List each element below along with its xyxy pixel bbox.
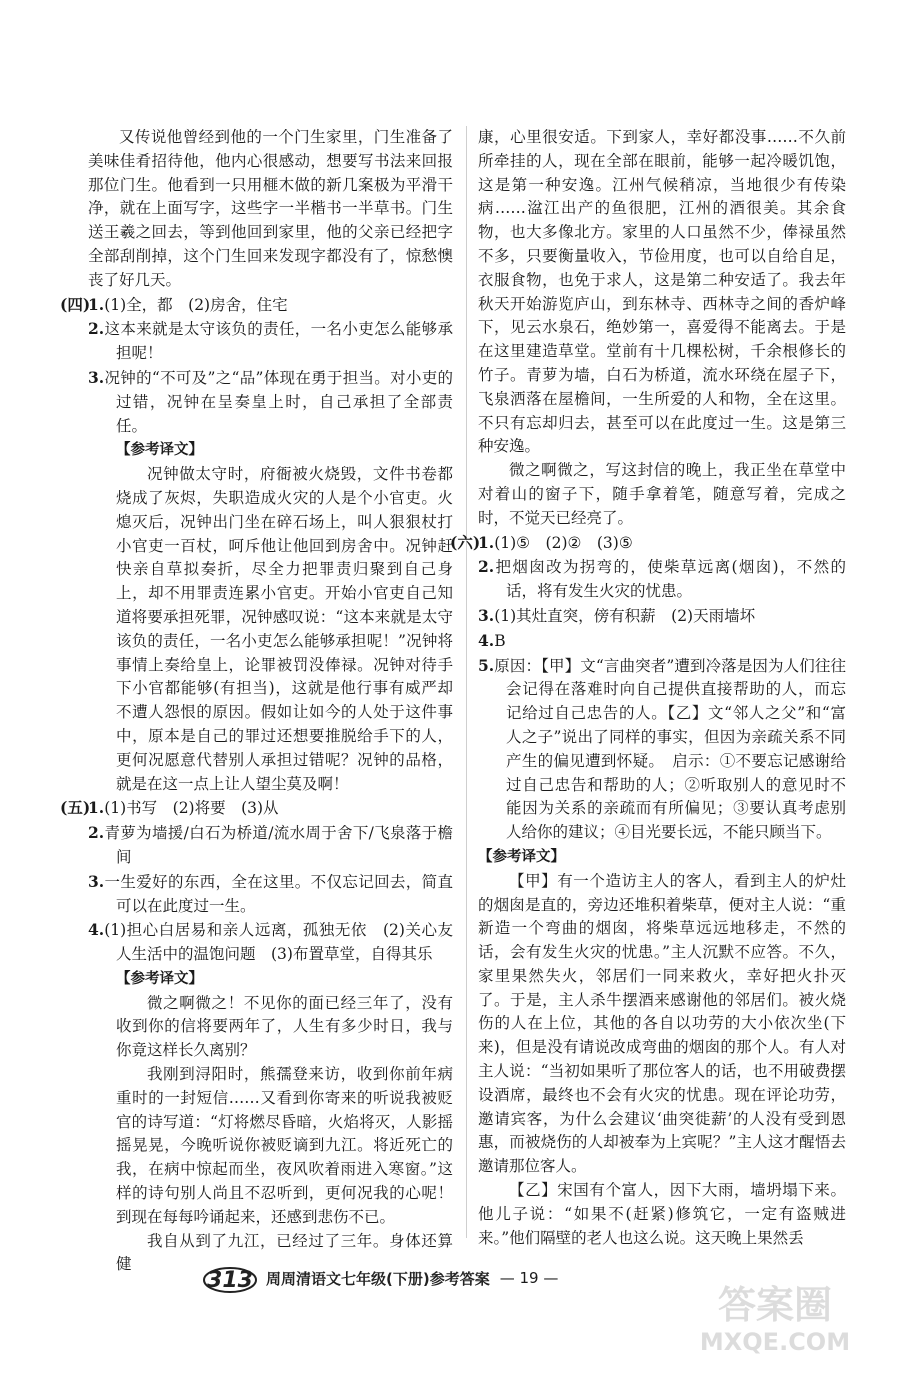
q-number: 1. xyxy=(88,294,105,314)
s5-ref-p2: 我刚到浔阳时，熊孺登来访，收到你前年病重时的一封短信……又看到你寄来的听说我被贬官的诗写道：“灯将燃尽昏暗，火焰将灭，人影摇摇晃晃，今晚听说你被贬谪到九江。将近死亡的我，在病中惊起而坐，夜风吹着雨进入寒窗。”这样的诗句别人尚且不忍听到，更何况我的心呢！到现在每每吟诵起来，还感到悲伤不已。 xyxy=(116,1065,453,1226)
section-label-4: (四) xyxy=(60,294,91,314)
s6-q4 xyxy=(478,629,846,654)
brand-logo xyxy=(200,1260,260,1296)
watermark-cn: 答案圈 xyxy=(717,1283,833,1327)
logo-text: 313 xyxy=(207,1268,253,1293)
answer-text: 青萝为墙援/白石为桥道/流水周于舍下/飞泉落于檐间 xyxy=(104,824,453,866)
s6-q5 xyxy=(478,654,846,845)
s6-q2 xyxy=(478,555,846,604)
continued-paragraph-2: 微之啊微之，写这封信的晚上，我正坐在草堂中对着山的窗子下，随手拿着笔，随意写着，完成之时，不觉天已经亮了。 xyxy=(478,461,846,527)
answer-text: B xyxy=(494,631,506,650)
answer-text: (1)其灶直突，傍有积薪 (2)天雨墙坏 xyxy=(494,606,756,625)
page-number: — 19 — xyxy=(499,1269,559,1287)
answer-text: (1)书写 (2)将要 (3)从 xyxy=(104,799,279,818)
q-number: 1. xyxy=(478,532,495,552)
q-number: 3. xyxy=(88,367,105,387)
answer-text: 原因：【甲】文“言曲突者”遭到冷落是因为人们往往会记得在落难时向自己提供直接帮助的人，而忘记给过自己忠告的人。【乙】文“邻人之父”和“富人之子”说出了同样的事实，但因为亲疏关系不同产生的偏见遭到怀疑。 启示：①不要忘记感谢给过自己忠告和帮助的人；②听取别人的意见时不能因为关系的亲疏而有所偏见；③要认真考虑别人给你的建议；④目光要长远，不能只顾当下。 xyxy=(494,656,846,842)
answer-text: 这本来就是太守该负的责任，一名小吏怎么能够承担呢！ xyxy=(104,320,453,363)
s4-ref-label xyxy=(88,438,453,463)
s4-q1 xyxy=(60,293,453,318)
q-number: 1. xyxy=(88,798,105,818)
answer-text: 把烟囱改为拐弯的，使柴草远离(烟囱)，不然的话，将有发生火灾的忧患。 xyxy=(494,558,846,601)
q-number: 2. xyxy=(478,557,495,577)
answer-text: 况钟的“不可及”之“品”体现在勇于担当。对小吏的过错，况钟在呈奏皇上时，自己承担了全部责任。 xyxy=(104,368,453,435)
ref-label: 【参考译文】 xyxy=(478,848,565,865)
section-label-6: (六) xyxy=(450,532,481,552)
s6-ref-p2: 【乙】宋国有个富人，因下大雨，墙坍塌下来。他儿子说：“如果不(赶紧)修筑它，一定有盗贼进来。”他们隔壁的老人也这么说。这天晚上果然丢 xyxy=(478,1181,846,1247)
footer-title: 周周清语文七年级(下册)参考答案 xyxy=(266,1269,490,1288)
column-divider xyxy=(466,126,467,1238)
q-number: 5. xyxy=(478,655,495,675)
s6-q1 xyxy=(450,531,846,556)
answer-text: 一生爱好的东西，全在这里。不仅忘记回去，简直可以在此度过一生。 xyxy=(104,872,453,915)
right-column xyxy=(450,126,846,1250)
s5-ref-label xyxy=(88,967,453,992)
s5-q4 xyxy=(88,918,453,967)
q-number: 3. xyxy=(88,871,105,891)
q-number: 4. xyxy=(88,920,105,940)
q-number: 2. xyxy=(88,319,105,339)
s4-q3 xyxy=(88,366,453,438)
s5-q3 xyxy=(88,870,453,919)
s5-ref-p1: 微之啊微之！不见你的面已经三年了，没有收到你的信将要两年了，人生有多少时日，我与你竟这样长久离别？ xyxy=(116,993,453,1060)
s5-q2 xyxy=(88,821,453,870)
s6-ref-label xyxy=(478,845,846,870)
ref-label: 【参考译文】 xyxy=(116,970,203,987)
q-number: 2. xyxy=(88,823,105,843)
s6-ref-p1: 【甲】有一个造访主人的客人，看到主人的炉灶的烟囱是直的，旁边还堆积着柴草，便对主人说：“重新造一个弯曲的烟囱，将柴草远远地移走，不然的话，会有发生火灾的忧患。”主人沉默不应答。不久，家里果然失火，邻居们一同来救火，幸好把火扑灭了。于是，主人杀牛摆酒来感谢他的邻居们。被火烧伤的人在上位，其他的各自以功劳的大小依次坐(下来)，但是没有请说改成弯曲的烟囱的那个人。有人对主人说：“当初如果听了那位客人的话，也不用破费摆设酒席，最终也不会有火灾的忧患。现在评论功劳，邀请宾客，为什么会建议‘曲突徙薪’的人没有受到恩惠，而被烧伤的人却被奉为上宾呢？”主人这才醒悟去邀请那位客人。 xyxy=(478,871,846,1176)
watermark-logo xyxy=(680,1276,870,1356)
answer-text: (1)⑤ (2)② (3)⑤ xyxy=(494,533,633,552)
page-footer xyxy=(200,1258,558,1298)
intro-paragraph: 又传说他曾经到他的一个门生家里，门生准备了美味佳肴招待他，他内心很感动，想要写书法来回报那位门生。他看到一只用榧木做的新几案极为平滑干净，就在上面写字，这些字一半楷书一半草书。门生送王羲之回去，等到他回到家里，他的父亲已经把字全部刮削掉，这个门生回来发现字都没有了，惊愁懊丧了好几天。 xyxy=(88,128,453,289)
watermark xyxy=(680,1276,870,1360)
watermark-en: MXQE.COM xyxy=(699,1328,851,1356)
section-label-5: (五) xyxy=(60,798,91,818)
s5-q1 xyxy=(60,796,453,821)
s6-q3 xyxy=(478,604,846,629)
answer-text: (1)担心白居易和亲人远离，孤独无依 (2)关心友人生活中的温饱问题 (3)布置草堂，自得其乐 xyxy=(104,921,453,964)
s4-ref-text: 况钟做太守时，府衙被火烧毁，文件书卷都烧成了灰烬，失职造成火灾的人是个小官吏。火熄灭后，况钟出门坐在碎石场上，叫人狠狠杖打小官吏一百杖，呵斥他让他回到房舍中。况钟赶快亲自草拟奏折，尽全力把罪责归聚到自己身上，却不用罪责连累小官吏。开始小官吏自己知道将要承担死罪，况钟感叹说：“这本来就是太守该负的责任，一名小吏怎么能够承担呢！”况钟将事情上奏给皇上，论罪被罚没俸禄。况钟对待手下小官都能够(有担当)，这就是他行事有威严却不遭人怨恨的原因。假如让如今的人处于这件事中，原本是自己的罪过还想要推脱给手下的人，更何况愿意代替别人承担过错呢？况钟的品格，就是在这一点上让人望尘莫及啊！ xyxy=(116,465,453,793)
answer-text: (1)全，都 (2)房舍，住宅 xyxy=(104,295,288,314)
left-column xyxy=(60,126,453,1277)
ref-label: 【参考译文】 xyxy=(116,442,203,459)
continued-paragraph-1: 康，心里很安适。下到家人，幸好都没事……不久前所牵挂的人，现在全部在眼前，能够一起冷暖饥饱，这是第一种安逸。江州气候稍凉，当地很少有传染病……湓江出产的鱼很肥，江州的酒很美。其余食物，也大多像北方。家里的人口虽然不少，俸禄虽然不多，只要衡量收入，节俭用度，也可以自给自足，衣服食物，也免于求人，这是第二种安适了。我去年秋天开始游览庐山，到东林寺、西林寺之间的香炉峰下，见云水泉石，绝妙第一，喜爱得不能离去。于是在这里建造草堂。堂前有十几棵松树，千余根修长的竹子。青萝为墙，白石为桥道，流水环绕在屋子下，飞泉洒落在屋檐间，一生所爱的人和物，全在这里。不只有忘却归去，甚至可以在此度过一生。这是第三种安逸。 xyxy=(478,128,846,456)
s4-q2 xyxy=(88,317,453,366)
q-number: 3. xyxy=(478,605,495,625)
q-number: 4. xyxy=(478,630,495,650)
s5-ref-p3: 我自从到了九江，已经过了三年。身体还算健 xyxy=(116,1231,453,1274)
